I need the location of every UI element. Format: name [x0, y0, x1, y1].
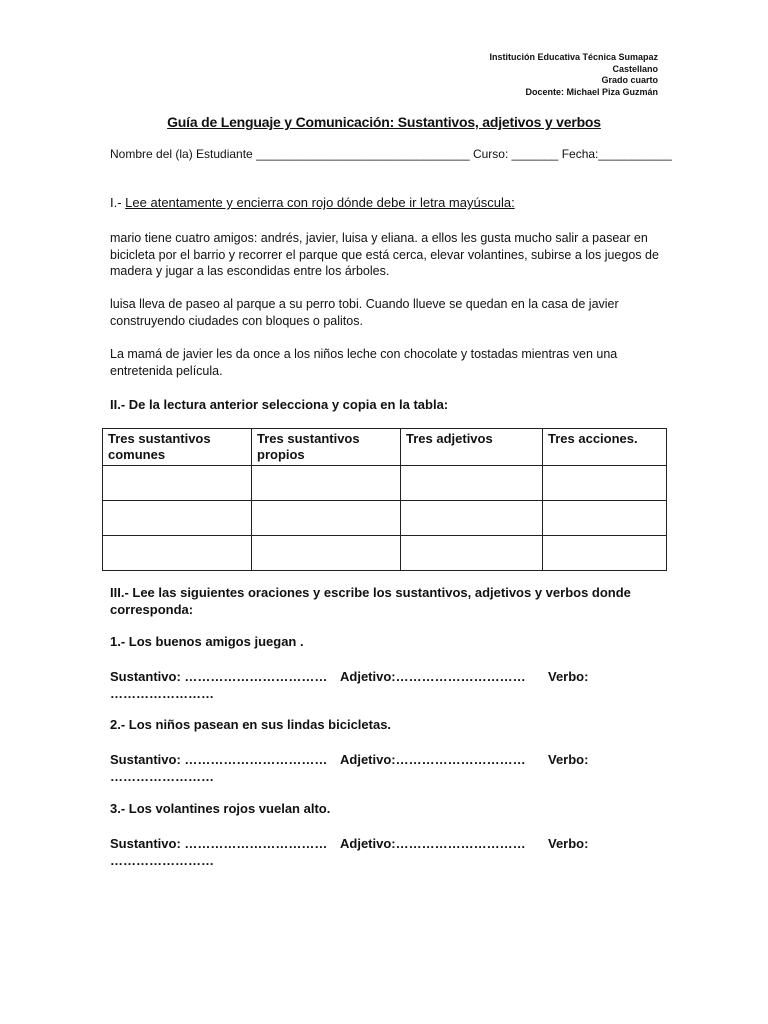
table-header-adjectives: Tres adjetivos [401, 429, 543, 466]
verb-label-2: Verbo: [548, 752, 589, 767]
verb-label-3: Verbo: [548, 836, 589, 851]
section-2-heading: II.- De la lectura anterior selecciona y copia en la tabla: [110, 397, 449, 412]
section-1-instruction: Lee atentamente y encierra con rojo dónde debe ir letra mayúscula: [125, 195, 515, 210]
adjective-field-3[interactable]: Adjetivo:………………………… [340, 836, 526, 851]
document-title: Guía de Lenguaje y Comunicación: Sustantivos, adjetivos y verbos [167, 114, 601, 130]
reading-paragraph-1: mario tiene cuatro amigos: andrés, javier, luisa y eliana. a ellos les gusta mucho salir a pasear en bicicleta por el barrio y recorrer el parque que está cerca, elevar volantines, subirse a los juegos de madera y jugar a las escondidas entre los árboles. [110, 231, 659, 278]
table-header-row [103, 429, 667, 466]
verb-label-1: Verbo: [548, 669, 589, 684]
verb-field-2[interactable]: …………………… [110, 769, 214, 784]
student-info-line: Nombre del (la) Estudiante ________________________________ Curso: _______ Fecha:___________ [110, 147, 672, 161]
table-cell[interactable] [103, 466, 252, 501]
answer-table [102, 428, 667, 571]
reading-paragraph-2: luisa lleva de paseo al parque a su perro tobi. Cuando llueve se quedan en la casa de javier construyendo ciudades con bloques o palitos. [110, 297, 619, 328]
table-cell[interactable] [401, 466, 543, 501]
institution-name: Institución Educativa Técnica Sumapaz [489, 52, 658, 62]
table-cell[interactable] [401, 536, 543, 571]
table-header-common-nouns: Tres sustantivos comunes [103, 429, 252, 466]
table-row [103, 501, 667, 536]
answer-fields-3 [110, 835, 670, 869]
table-cell[interactable] [103, 536, 252, 571]
noun-field-3[interactable]: Sustantivo: …………………………… [110, 836, 328, 851]
table-header-proper-nouns: Tres sustantivos propios [252, 429, 401, 466]
noun-field-2[interactable]: Sustantivo: …………………………… [110, 752, 328, 767]
table-cell[interactable] [543, 536, 667, 571]
table-cell[interactable] [252, 536, 401, 571]
table-cell[interactable] [543, 466, 667, 501]
table-row [103, 536, 667, 571]
table-cell[interactable] [401, 501, 543, 536]
section-1-number: I.- [110, 195, 126, 210]
verb-field-1[interactable]: …………………… [110, 686, 214, 701]
table-cell[interactable] [252, 501, 401, 536]
adjective-field-2[interactable]: Adjetivo:………………………… [340, 752, 526, 767]
sentence-1: 1.- Los buenos amigos juegan . [110, 634, 304, 649]
table-cell[interactable] [252, 466, 401, 501]
sentence-3: 3.- Los volantines rojos vuelan alto. [110, 801, 331, 816]
table-cell[interactable] [103, 501, 252, 536]
answer-fields-2 [110, 751, 670, 785]
sentence-2: 2.- Los niños pasean en sus lindas bicicletas. [110, 717, 392, 732]
table-header-actions: Tres acciones. [543, 429, 667, 466]
adjective-field-1[interactable]: Adjetivo:………………………… [340, 669, 526, 684]
section-3-heading: III.- Lee las siguientes oraciones y escribe los sustantivos, adjetivos y verbos donde corresponda: [110, 585, 631, 617]
verb-field-3[interactable]: …………………… [110, 853, 214, 868]
answer-fields-1 [110, 668, 670, 702]
table-row [103, 466, 667, 501]
document-header [489, 52, 658, 98]
reading-paragraph-3: La mamá de javier les da once a los niños leche con chocolate y tostadas mientras ven una entretenida película. [110, 347, 618, 378]
grade-label: Grado cuarto [601, 75, 658, 85]
subject-name: Castellano [612, 63, 658, 74]
noun-field-1[interactable]: Sustantivo: …………………………… [110, 669, 328, 684]
teacher-name: Docente: Michael Piza Guzmán [525, 86, 658, 97]
section-1-heading [110, 195, 515, 210]
table-cell[interactable] [543, 501, 667, 536]
